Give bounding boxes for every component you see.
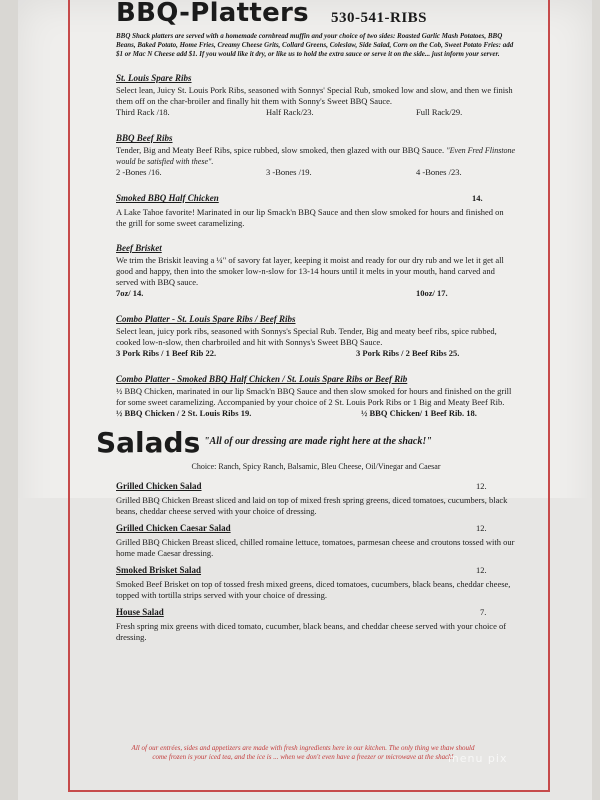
menu-sheet xyxy=(18,0,592,800)
price-row xyxy=(116,167,516,179)
menu-item-st-louis-ribs xyxy=(116,73,516,119)
dressing-choices: Choice: Ranch, Spicy Ranch, Balsamic, Bleu Cheese, Oil/Vinegar and Caesar xyxy=(191,462,441,471)
phone-number: 530-541-RIBS xyxy=(331,10,428,26)
item-name: BBQ Beef Ribs xyxy=(116,133,173,143)
item-desc: We trim the Briskit leaving a ¼" of savory fat layer, keeping it moist and ready for our dry rub and we let it get all good and happy, then into the smoker low-n-slow for 13-14 hours until it melts in your mouth, hand carved and served with BBQ sauce. xyxy=(116,255,504,287)
price: 12. xyxy=(476,481,487,491)
menu-item-beef-brisket xyxy=(116,243,516,300)
item-name: Combo Platter - St. Louis Spare Ribs / Beef Ribs xyxy=(116,314,296,324)
menu-item-combo-ribs xyxy=(116,314,516,360)
price-row xyxy=(116,348,516,360)
price: 3 -Bones /19. xyxy=(266,167,312,177)
watermark: menu pix xyxy=(448,752,508,765)
price: 3 Pork Ribs / 2 Beef Ribs 25. xyxy=(356,348,460,358)
price-row xyxy=(116,107,516,119)
item-desc: Grilled BBQ Chicken Breast sliced, chilled romaine lettuce, tomatoes, parmesan cheese and croutons tossed with our home made Caesar dressing. xyxy=(116,537,515,558)
item-title-row xyxy=(116,565,516,577)
item-name: Grilled Chicken Salad xyxy=(116,481,202,491)
item-desc: ½ BBQ Chicken, marinated in our lip Smack'n BBQ Sauce and then slow smoked for hours and finished on the grill for some sweet caramelizing. Accompanied by your choice of 2 St. Louis Pork Ribs or 1 Big and Meaty Beef Rib. xyxy=(116,386,512,407)
price: 10oz/ 17. xyxy=(416,288,448,298)
item-desc: Fresh spring mix greens with diced tomato, cucumber, black beans, and cheddar cheese served with your choice of dressing. xyxy=(116,621,507,642)
menu-item-brisket-salad xyxy=(116,565,516,601)
item-desc: Grilled BBQ Chicken Breast sliced and laid on top of mixed fresh spring greens, diced tomatoes, cucumbers, black beans, cheddar cheese served with your choice of dressing. xyxy=(116,495,508,516)
item-title-row xyxy=(116,523,516,535)
menu-item-grilled-chicken-salad xyxy=(116,481,516,517)
price: Third Rack /18. xyxy=(116,107,170,117)
menu-content xyxy=(96,0,516,643)
price-row xyxy=(116,288,516,300)
item-title-row xyxy=(116,607,516,619)
item-name: Smoked BBQ Half Chicken xyxy=(116,193,219,203)
item-name: Smoked Brisket Salad xyxy=(116,565,202,575)
price: ½ BBQ Chicken/ 1 Beef Rib. 18. xyxy=(361,408,477,418)
price: 7oz/ 14. xyxy=(116,288,144,298)
menu-item-chicken-caesar-salad xyxy=(116,523,516,559)
price-row xyxy=(116,408,516,420)
menu-item-half-chicken xyxy=(116,193,516,229)
price: 3 Pork Ribs / 1 Beef Rib 22. xyxy=(116,348,217,358)
price: 12. xyxy=(476,523,487,533)
price: 12. xyxy=(476,565,487,575)
item-quote: "Even Fred Flinstone would be satisfied with these". xyxy=(116,146,516,166)
item-name: House Salad xyxy=(116,607,164,617)
menu-item-beef-ribs xyxy=(116,133,516,179)
salads-title: Salads xyxy=(96,426,201,459)
salads-note: "All of our dressing are made right here at the shack!" xyxy=(204,436,432,447)
price: Half Rack/23. xyxy=(266,107,314,117)
item-title-row xyxy=(116,193,516,205)
price: 7. xyxy=(480,607,487,617)
price: Full Rack/29. xyxy=(416,107,463,117)
menu-item-combo-chicken xyxy=(116,374,516,420)
item-desc: Select lean, juicy pork ribs, seasoned with Sonnys's Special Rub. Tender, Big and meaty beef ribs, spice rubbed, cooked low-n-slow, then charbroiled and hit with Sonnys's Sweet BBQ Sauce. xyxy=(116,326,497,347)
item-desc: Select lean, Juicy St. Louis Pork Ribs, seasoned with Sonnys' Special Rub, smoked low and slow, and then we finish them off on the char-broiler and finally hit them with Sonny's Sweet BBQ Sauce. xyxy=(116,85,513,106)
item-name: Combo Platter - Smoked BBQ Half Chicken / St. Louis Spare Ribs or Beef Rib xyxy=(116,374,408,384)
item-name: Beef Brisket xyxy=(116,243,162,253)
item-desc: A Lake Tahoe favorite! Marinated in our lip Smack'n BBQ Sauce and then slow smoked for hours and finished on the grill for some sweet caramelizing. xyxy=(116,207,504,228)
price: 2 -Bones /16. xyxy=(116,167,162,177)
price: 14. xyxy=(472,193,483,203)
item-name: St. Louis Spare Ribs xyxy=(116,73,192,83)
item-desc xyxy=(116,145,516,167)
salads-header xyxy=(96,426,516,462)
item-title-row xyxy=(116,481,516,493)
platters-header xyxy=(96,0,516,30)
item-desc-text: Tender, Big and Meaty Beef Ribs, spice rubbed, slow smoked, then glazed with our BBQ Sauce. xyxy=(116,145,445,155)
item-desc: Smoked Beef Brisket on top of tossed fresh mixed greens, diced tomatoes, cucumbers, black beans, cheddar cheese, topped with tortilla strips served with your choice of dressing. xyxy=(116,579,511,600)
price: 4 -Bones /23. xyxy=(416,167,462,177)
platters-title: BBQ-Platters xyxy=(116,0,309,28)
footer-note: All of our entrées, sides and appetizers are made with fresh ingredients here in our kitchen. The only thing we thaw should come frozen is your iced tea, and the ice is ... when we don't even have a freezer or microwave at the shack! xyxy=(131,744,475,761)
item-name: Grilled Chicken Caesar Salad xyxy=(116,523,231,533)
platters-intro: BBQ Shack platters are served with a homemade cornbread muffin and your choice of two sides: Roasted Garlic Mash Potatoes, BBQ Beans, Baked Potato, Home Fries, Creamy Cheese Grits, Collard Greens, Coleslaw, Side Salad, Corn on the Cob, Sweet Potato Fries: add $1 or Mac N Cheese add $1. If you would like it dry, or like us to hold the extra sauce or serve it on the side... just inform your server. xyxy=(116,32,514,58)
price: ½ BBQ Chicken / 2 St. Louis Ribs 19. xyxy=(116,408,252,418)
menu-item-house-salad xyxy=(116,607,516,643)
